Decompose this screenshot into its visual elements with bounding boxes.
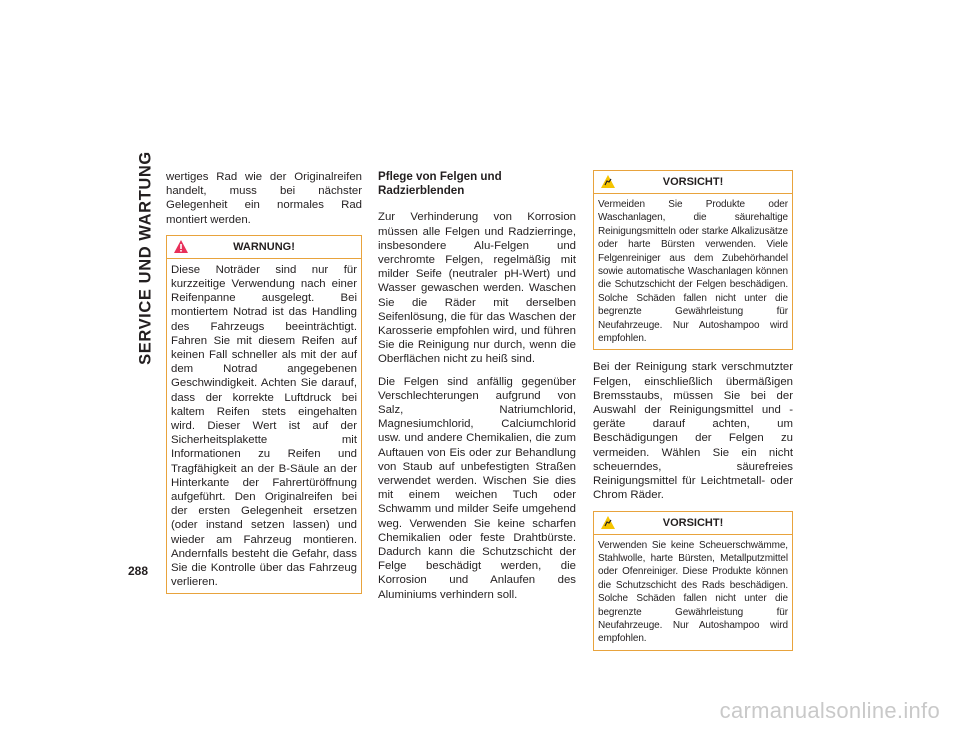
warning-text: Diese Noträder sind nur für kurzzeitige Verwendung nach einer Reifenpanne ausgelegt. Bei montiertem Notrad ist das Handling des Fahrzeugs beeinträchtigt. Fahren Sie mit diesem Reifen auf keinen Fall schneller als mit der auf dem Notrad angegebenen Geschwindigkeit. Achten Sie darauf, dass der korrekte Luftdruck bei kaltem Reifen stets eingehalten wird. Dieser Wert ist auf der Sicherheitsplakette mit Informationen zu Reifen und Tragfähigkeit an der B-Säule an der Hinterkante der Fahrertüröffnung aufgeführt. Den Originalreifen bei der ersten Gelegenheit ersetzen (oder instand setzen lassen) und wieder am Fahrzeug montieren. Andernfalls besteht die Gefahr, dass Sie die Kontrolle über das Fahrzeug verlieren. bbox=[171, 263, 357, 589]
caution-title-2: VORSICHT! bbox=[662, 516, 724, 529]
column-2 bbox=[378, 170, 576, 610]
section-heading: Pflege von Felgen und Radzierblenden bbox=[378, 170, 502, 198]
body-paragraph-2: Die Felgen sind anfällig gegenüber Verschlechterungen aufgrund von Salz, Natriumchlorid, Magnesiumchlorid, Calciumchlorid usw. und andere Chemikalien, die zum Auftauen von Eis oder zur Behandlung von Staub auf unbefestigten Straßen verwendet werden. Wischen Sie dies mit einem weichen Tuch oder Schwamm und milder Seife umgehend weg. Verwenden Sie keine scharfen Chemikalien oder feste Drahtbürste. Dadurch kann die Schutzschicht der Felge beschädigt werden, die Korrosion und Anlaufen des Aluminiums verhindern soll. bbox=[378, 375, 576, 601]
section-side-title bbox=[128, 151, 164, 365]
caution-title-1: VORSICHT! bbox=[662, 176, 724, 188]
column-1 bbox=[166, 170, 362, 604]
warning-box bbox=[166, 235, 362, 595]
caution-text-2: Verwenden Sie keine Scheuerschwämme, Stahlwolle, harte Bürsten, Metallputzmittel oder Ofenreiniger. Diese Produkte können die Schutzschicht des Rads beschädigen. Solche Schäden fallen nicht unter die begrenzte Gewährleistung für Neufahrzeuge. Nur Autoshampoo wird empfohlen. bbox=[598, 539, 788, 645]
caution-text-1: Vermeiden Sie Produkte oder Waschanlagen, die säurehaltige Reinigungsmitteln oder starke Alkalizusätze oder harte Bürsten verwenden. Viele Felgenreiniger aus dem Zubehörhandel sowie automatische Waschanlagen können die Schutzschicht der Felgen beschädigen. Solche Schäden fallen nicht unter die begrenzte Gewährleistung für Neufahrzeuge. Nur Autoshampoo wird empfohlen. bbox=[598, 199, 788, 345]
warning-triangle-icon bbox=[173, 239, 189, 254]
caution-box-1 bbox=[593, 170, 793, 350]
body-paragraph-3: Bei der Reinigung stark verschmutzter Felgen, einschließlich übermäßigen Bremsstaubs, müssen Sie bei der Auswahl der Reinigungsmittel und -geräte darauf achten, um Beschädigungen der Felgen zu vermeiden. Wählen Sie ein nicht scheuerndes, säurefreies Reinigungsmittel für Leichtmetall- oder Chrom Räder. bbox=[593, 361, 793, 502]
caution-triangle-icon bbox=[600, 174, 616, 189]
page-number: 288 bbox=[128, 564, 149, 578]
watermark: carmanualsonline.info bbox=[719, 698, 940, 723]
caution-header-2 bbox=[594, 512, 792, 535]
section-title-text: SERVICE UND WARTUNG bbox=[136, 151, 155, 365]
caution-header-1 bbox=[594, 171, 792, 194]
column-3 bbox=[593, 170, 793, 661]
caution-triangle-icon bbox=[600, 515, 616, 530]
warning-title: WARNUNG! bbox=[233, 240, 295, 253]
intro-paragraph: wertiges Rad wie der Originalreifen handelt, muss bei nächster Gelegenheit ein normales Rad montiert werden. bbox=[166, 171, 362, 226]
body-paragraph-1: Zur Verhinderung von Korrosion müssen alle Felgen und Radzierringe, insbesondere Alu-Felgen und verchromte Felgen, regelmäßig mit milder Seife (neutraler pH-Wert) und Wasser gewaschen werden. Waschen Sie die Räder mit derselben Seifenlösung, die für das Waschen der Karosserie empfohlen wird, und führen Sie die Reinigung nur durch, wenn die Oberflächen nicht zu heiß sind. bbox=[378, 211, 576, 366]
caution-box-2 bbox=[593, 511, 793, 651]
warning-header bbox=[167, 236, 361, 259]
